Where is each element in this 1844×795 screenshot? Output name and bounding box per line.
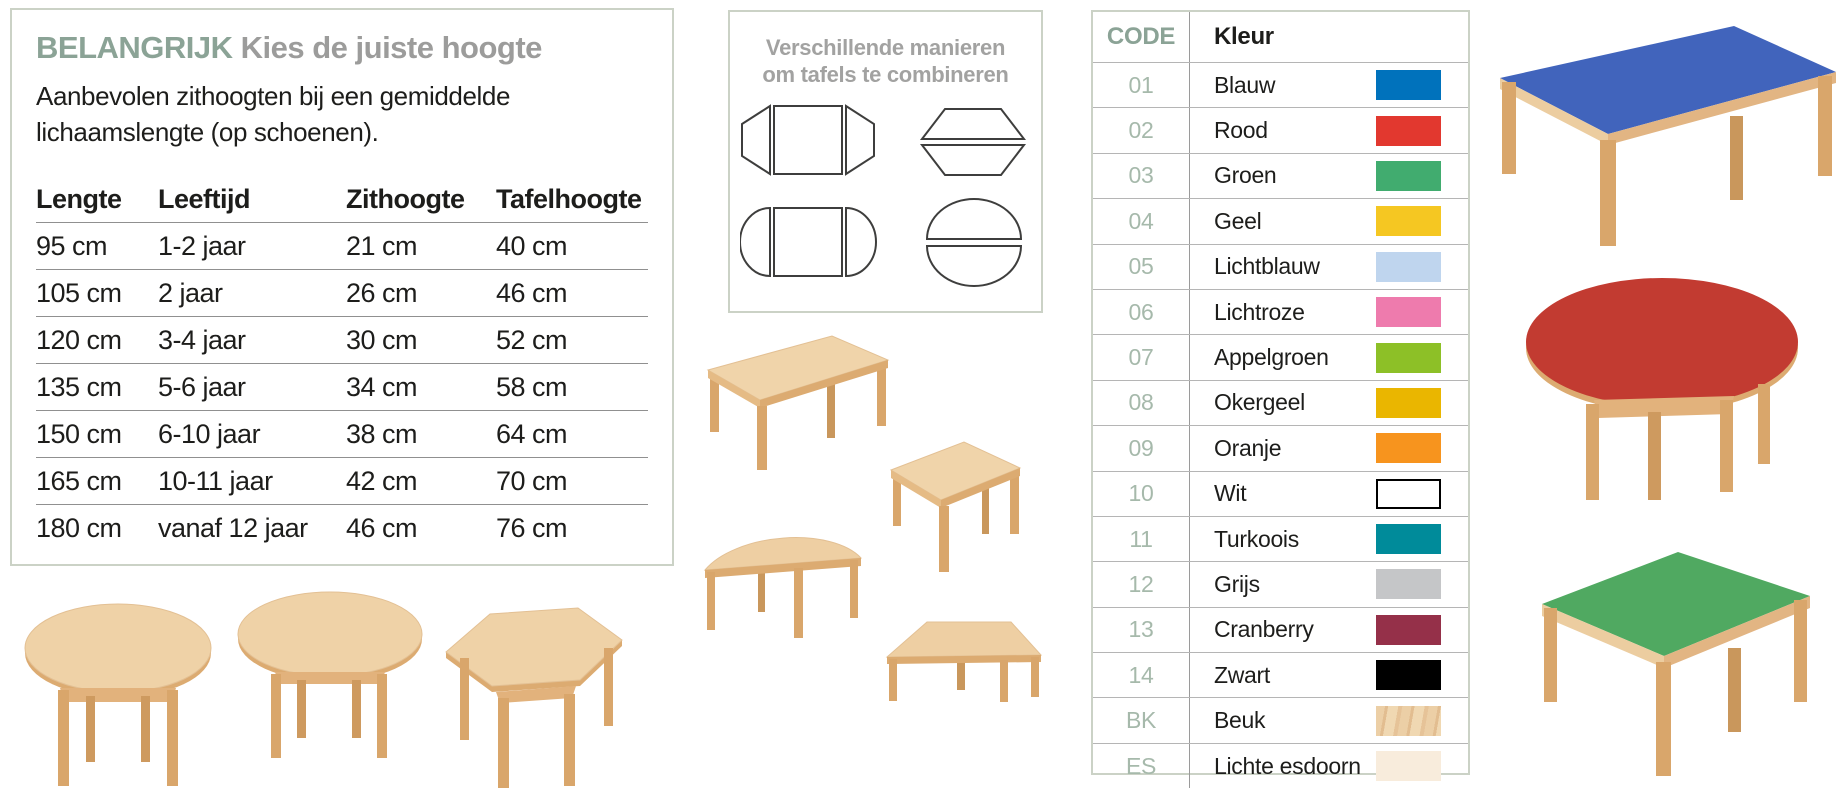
color-name: Appelgroen	[1214, 344, 1329, 371]
color-name-header	[1189, 12, 1468, 62]
height-table-cell: 40 cm	[496, 223, 648, 270]
combine-title	[730, 34, 1041, 88]
color-name-cell	[1189, 608, 1376, 652]
color-name-cell	[1189, 245, 1376, 289]
height-guide-title	[36, 30, 672, 66]
color-row-03	[1093, 153, 1468, 198]
height-table-cell: 21 cm	[346, 223, 496, 270]
height-guide-box	[10, 8, 674, 566]
height-table-cell: 165 cm	[36, 458, 158, 505]
color-name: Grijs	[1214, 570, 1260, 597]
color-code: 12	[1128, 570, 1154, 597]
color-name-cell	[1189, 426, 1376, 470]
hexagonal-table-beech-photo	[438, 596, 630, 792]
combine-title-line2: om tafels te combineren	[762, 62, 1009, 87]
height-table-cell: 26 cm	[346, 270, 496, 317]
color-table-header-row	[1093, 12, 1468, 62]
height-table-col-header: Zithoogte	[346, 176, 496, 223]
color-row-12	[1093, 561, 1468, 606]
height-table-cell: 180 cm	[36, 513, 122, 543]
color-row-07	[1093, 334, 1468, 379]
height-table-cell: 135 cm	[36, 364, 158, 411]
color-name-cell	[1189, 517, 1376, 561]
hexagon-two-trapezoids-icon	[922, 109, 1024, 175]
color-name: Zwart	[1214, 661, 1271, 688]
rectangular-table-blue-photo	[1488, 12, 1840, 254]
height-table-cell: 30 cm	[346, 317, 496, 364]
color-swatch-zwart	[1376, 660, 1441, 690]
height-table-col-header: Lengte	[36, 176, 158, 223]
color-name-header-label: Kleur	[1214, 23, 1274, 50]
color-swatch-wit	[1376, 479, 1441, 509]
table-combination-diagrams	[740, 102, 1032, 288]
color-name-cell	[1189, 472, 1376, 516]
color-code-box	[1091, 10, 1470, 779]
color-name-cell	[1189, 381, 1376, 425]
color-swatch-grijs	[1376, 569, 1441, 599]
color-name: Lichtblauw	[1214, 253, 1320, 280]
color-swatch-lichtroze	[1376, 297, 1441, 327]
color-code: 05	[1128, 253, 1154, 280]
color-code: 09	[1128, 434, 1154, 461]
height-table-cell: vanaf 12 jaar	[158, 513, 308, 543]
color-code: 14	[1128, 661, 1154, 688]
square-table-green-photo	[1532, 540, 1818, 786]
height-table-cell: 46 cm	[496, 270, 648, 317]
color-swatch-beuk	[1376, 706, 1441, 736]
color-row-06	[1093, 289, 1468, 334]
color-name: Turkoois	[1214, 525, 1299, 552]
height-table-cell: 34 cm	[346, 364, 496, 411]
color-name: Lichte esdoorn	[1214, 752, 1361, 779]
color-name-cell	[1189, 154, 1376, 198]
color-name: Lichtroze	[1214, 298, 1305, 325]
combine-tables-box	[728, 10, 1043, 313]
color-code: 10	[1128, 480, 1154, 507]
color-code: 07	[1128, 344, 1154, 371]
color-name: Wit	[1214, 480, 1247, 507]
color-code-header: CODE	[1106, 23, 1176, 50]
height-table-cell: 2 jaar	[158, 270, 346, 317]
height-table-cell: 58 cm	[496, 364, 648, 411]
color-name-cell	[1189, 199, 1376, 243]
height-table-cell: 38 cm	[346, 411, 496, 458]
color-swatch-appelgroen	[1376, 343, 1441, 373]
color-row-04	[1093, 198, 1468, 243]
height-table-cell: 6-10 jaar	[158, 411, 346, 458]
color-name: Cranberry	[1214, 616, 1314, 643]
color-swatch-geel	[1376, 206, 1441, 236]
height-table-cell: 95 cm	[36, 223, 158, 270]
height-table-cell: 120 cm	[36, 317, 158, 364]
height-table-col-header: Leeftijd	[158, 176, 346, 223]
color-code: 06	[1128, 298, 1154, 325]
trapezoid-table-beech-photo	[882, 612, 1047, 704]
color-name-cell	[1189, 63, 1376, 107]
color-code: 04	[1128, 207, 1154, 234]
color-name: Geel	[1214, 207, 1262, 234]
color-name-cell	[1189, 653, 1376, 697]
height-table-cell: 64 cm	[496, 411, 648, 458]
color-row-02	[1093, 107, 1468, 152]
color-name-cell	[1189, 698, 1376, 742]
color-name: Groen	[1214, 162, 1277, 189]
color-swatch-lichte-esdoorn	[1376, 751, 1441, 781]
color-name-cell	[1189, 290, 1376, 334]
color-name-cell	[1189, 335, 1376, 379]
height-table-cell: 3-4 jaar	[158, 317, 346, 364]
color-name: Oranje	[1214, 434, 1282, 461]
color-code: 08	[1128, 389, 1154, 416]
color-row-13	[1093, 607, 1468, 652]
color-row-BK	[1093, 697, 1468, 742]
height-table-col-header: Tafelhoogte	[496, 176, 648, 223]
trapezoid-square-trapezoid-icon	[742, 106, 874, 174]
color-row-01	[1093, 62, 1468, 107]
color-row-10	[1093, 471, 1468, 516]
color-swatch-oranje	[1376, 433, 1441, 463]
height-table-cell: 70 cm	[496, 458, 648, 505]
height-table-cell: 76 cm	[496, 513, 568, 543]
combine-title-line1: Verschillende manieren	[765, 35, 1006, 60]
height-table-cell: 105 cm	[36, 270, 158, 317]
color-code: 11	[1129, 525, 1153, 552]
color-swatch-turkoois	[1376, 524, 1441, 554]
color-code: BK	[1125, 707, 1157, 734]
color-name: Okergeel	[1214, 389, 1305, 416]
color-code: 13	[1128, 616, 1154, 643]
square-table-beech-photo	[886, 436, 1026, 578]
color-swatch-lichtblauw	[1376, 252, 1441, 282]
height-table-cell: 10-11 jaar	[158, 458, 346, 505]
rectangular-table-beech-photo	[700, 330, 896, 476]
round-table-red-photo	[1522, 274, 1802, 502]
color-name-cell	[1189, 108, 1376, 152]
color-name: Blauw	[1214, 71, 1276, 98]
height-table-cell: 1-2 jaar	[158, 223, 346, 270]
color-swatch-okergeel	[1376, 388, 1441, 418]
height-table-cell: 42 cm	[346, 458, 496, 505]
round-table-beech-2-photo	[235, 584, 425, 760]
color-row-05	[1093, 244, 1468, 289]
color-swatch-blauw	[1376, 70, 1441, 100]
color-name: Beuk	[1214, 707, 1266, 734]
height-guide-intro: Aanbevolen zithoogten bij een gemiddelde lichaamslengte (op schoenen).	[36, 81, 511, 147]
color-name: Rood	[1214, 117, 1268, 144]
color-row-14	[1093, 652, 1468, 697]
color-name-cell	[1189, 744, 1376, 788]
height-table-cell: 5-6 jaar	[158, 364, 346, 411]
color-code: 02	[1128, 117, 1154, 144]
color-row-08	[1093, 380, 1468, 425]
height-guide-title-rest: Kies de juiste hoogte	[240, 30, 542, 65]
round-table-beech-1-photo	[22, 596, 214, 792]
height-guide-title-emphasis: BELANGRIJK	[36, 30, 233, 65]
color-swatch-groen	[1376, 161, 1441, 191]
color-row-ES	[1093, 743, 1468, 788]
height-table-cell: 52 cm	[496, 317, 648, 364]
color-row-11	[1093, 516, 1468, 561]
color-code: 03	[1128, 162, 1154, 189]
color-code: ES	[1125, 752, 1157, 779]
height-table-cell: 46 cm	[346, 513, 418, 543]
semicircle-table-beech-photo	[700, 518, 868, 648]
color-code: 01	[1128, 71, 1154, 98]
circle-two-semicircles-icon	[927, 199, 1021, 286]
color-name-cell	[1189, 562, 1376, 606]
color-row-09	[1093, 425, 1468, 470]
height-table-cell: 150 cm	[36, 411, 158, 458]
semicircle-square-semicircle-icon	[740, 208, 876, 276]
color-swatch-rood	[1376, 116, 1441, 146]
height-table	[36, 176, 648, 551]
color-swatch-cranberry	[1376, 615, 1441, 645]
